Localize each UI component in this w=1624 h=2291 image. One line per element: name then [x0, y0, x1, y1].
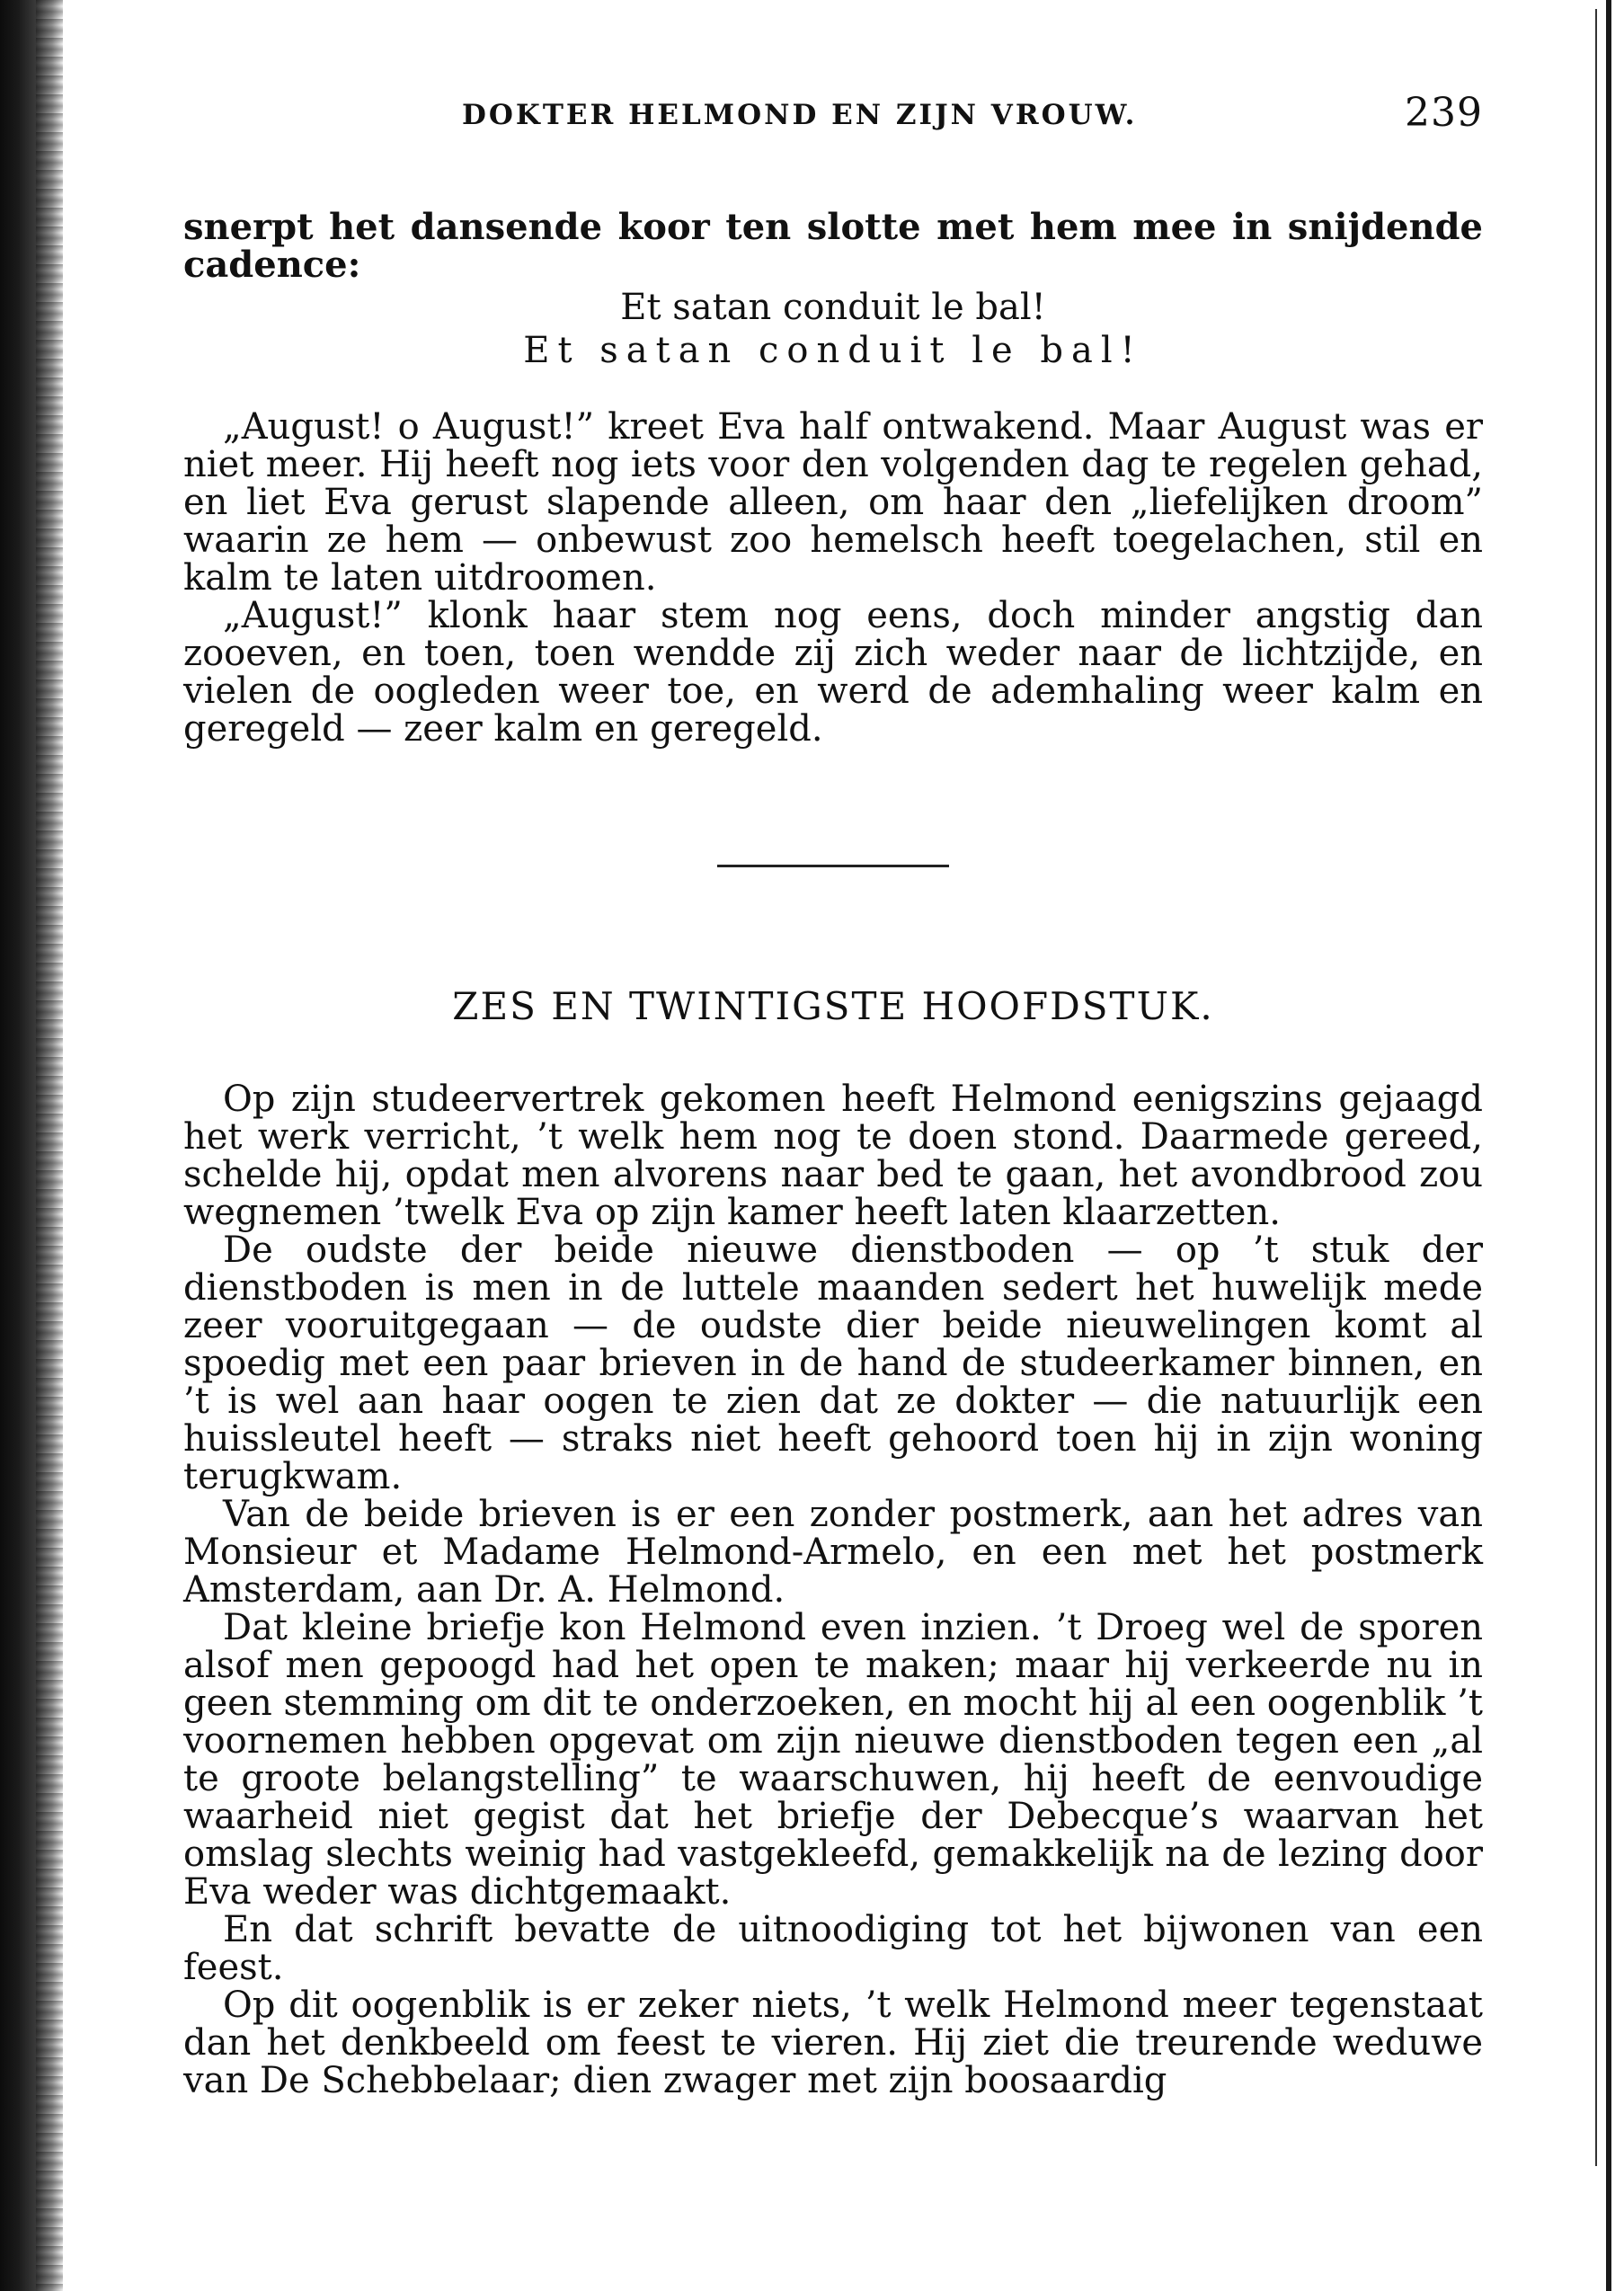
running-head — [183, 90, 1483, 144]
chapter-body — [183, 1080, 1483, 2100]
scan-binding-shadow — [36, 0, 63, 2291]
chapter-paragraph-4: Dat kleine briefje kon Helmond even inzien. ’t Droeg wel de sporen alsof men gepoogd had het open te maken; maar hij verkeerde nu in geen stemming om dit te onderzoeken, en mocht hij al een oogenblik ’t voornemen hebben opgevat om zijn nieuwe dienstboden tegen een „al te groote belangstelling” te waarschuwen, hij heeft de eenvoudige waarheid niet gegist dat het briefje der Debecque’s waarvan het omslag slechts weinig had vastgekleefd, gemakkelijk na de lezing door Eva weder was dichtgemaakt. — [183, 1607, 1483, 1913]
chapter-paragraph-3: Van de beide brieven is er een zonder postmerk, aan het adres van Monsieur et Madame Helmond-Armelo, en een met het postmerk Amsterdam, aan Dr. A. Helmond. — [183, 1494, 1483, 1611]
chapter-paragraph-1: Op zijn studeervertrek gekomen heeft Helmond eenigszins gejaagd het werk verricht, ’t welk hem nog te doen stond. Daarmede gereed, schelde hij, opdat men alvorens naar bed te gaan, het avondbrood zou wegnemen ’twelk Eva op zijn kamer heeft laten klaarzetten. — [183, 1079, 1483, 1233]
paragraph-august-2: „August!” klonk haar stem nog eens, doch minder angstig dan zooeven, en toen, toen wendde zij zich weder naar de lichtzijde, en vielen de oogleden weer toe, en werd de ademhaling weer kalm en geregeld — zeer kalm en geregeld. — [183, 595, 1483, 750]
intro-line: snerpt het dansende koor ten slotte met hem mee in snijdende cadence: — [183, 206, 1483, 286]
chapter-paragraph-6: Op dit oogenblik is er zeker niets, ’t welk Helmond meer tegenstaat dan het denkbeeld om feest te vieren. Hij ziet die treurende weduwe van De Schebbelaar; dien zwager met zijn boosaardig — [183, 1985, 1483, 2101]
book-page — [183, 90, 1483, 2100]
chapter-paragraph-5: En dat schrift bevatte de uitnoodiging tot het bijwonen van een feest. — [183, 1909, 1483, 1988]
paragraph-august-1: „August! o August!” kreet Eva half ontwakend. Maar August was er niet meer. Hij heeft nog iets voor den volgenden dag te regelen gehad, en liet Eva gerust slapende alleen, om haar den „liefelijken droom” waarin ze hem — onbewust zoo hemelsch heeft toegelachen, stil en kalm te laten uitdroomen. — [183, 406, 1483, 599]
chapter-heading: ZES EN TWINTIGSTE HOOFDSTUK. — [452, 984, 1214, 1028]
scan-right-edge-line — [1595, 9, 1597, 2166]
scan-right-edge — [1606, 0, 1611, 2291]
running-title: DOKTER HELMOND EN ZIJN VROUW. — [462, 99, 1138, 131]
section-separator — [717, 865, 949, 867]
chapter-paragraph-2: De oudste der beide nieuwe dienstboden — op ’t stuk der dienstboden is men in de luttele maanden sedert het huwelijk mede zeer vooruitgegaan — de oudste dier beide nieuwelingen komt al spoedig met een paar brieven in de hand de studeerkamer binnen, en ’t is wel aan haar oogen te zien dat ze dokter — die natuurlijk een huissleutel heeft — straks niet heeft gehoord toen hij in zijn woning terugkwam. — [183, 1230, 1483, 1497]
page-number: 239 — [1405, 90, 1483, 136]
verse-line-2: Et satan conduit le bal! — [523, 330, 1143, 371]
verse-line-1: Et satan conduit le bal! — [620, 287, 1046, 328]
